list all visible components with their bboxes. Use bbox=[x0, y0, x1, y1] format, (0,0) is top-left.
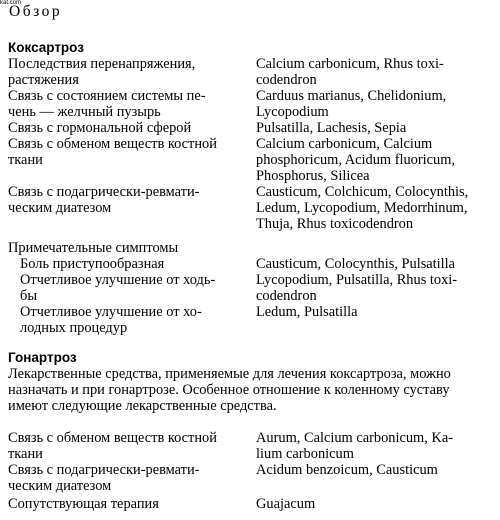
text-line: codendron bbox=[256, 288, 317, 304]
text-line: Последствия перенапряжения, bbox=[8, 56, 196, 72]
page-header: Обзор bbox=[9, 3, 63, 20]
indication-remedies bbox=[256, 120, 492, 136]
text-line: Phosphorus, Silicea bbox=[256, 168, 370, 184]
text-line: ткани bbox=[8, 446, 43, 462]
text-line: Acidum benzoicum, Causticum bbox=[256, 462, 438, 478]
text-line: Связь с обменом веществ костной bbox=[8, 430, 217, 446]
indication-condition bbox=[8, 496, 248, 512]
text-line: Carduus marianus, Chelidonium, bbox=[256, 88, 447, 104]
text-line: Lycopodium, Pulsatilla, Rhus toxi- bbox=[256, 272, 458, 288]
text-line: ткани bbox=[8, 152, 43, 168]
text-line: лодных процедур bbox=[20, 320, 128, 336]
text-line: Thuja, Rhus toxicodendron bbox=[256, 216, 414, 232]
text-line: Лекарственные средства, применяемые для лечения коксартроза, можно bbox=[8, 366, 451, 382]
text-line: чень — желчный пузырь bbox=[8, 104, 161, 120]
text-line: Aurum, Calcium carbonicum, Ka- bbox=[256, 430, 454, 446]
text-line: Боль приступообразная bbox=[20, 256, 165, 272]
text-line: растяжения bbox=[8, 72, 79, 88]
symptom-remedies bbox=[256, 256, 492, 272]
text-line: codendron bbox=[256, 72, 317, 88]
text-line: Связь с обменом веществ костной bbox=[8, 136, 217, 152]
notable-heading-text bbox=[8, 240, 248, 256]
symptom-remedies bbox=[256, 272, 492, 304]
text-line: Guajacum bbox=[256, 496, 316, 512]
symptom-description bbox=[8, 272, 260, 304]
indication-condition bbox=[8, 88, 248, 120]
indication-remedies bbox=[256, 496, 492, 512]
indication-condition bbox=[8, 430, 248, 462]
section-title-gonarthrosis: Гонартроз bbox=[8, 350, 77, 365]
indication-condition bbox=[8, 56, 248, 88]
indication-remedies bbox=[256, 184, 492, 232]
text-line: бы bbox=[20, 288, 37, 304]
symptom-remedies bbox=[256, 304, 492, 320]
indication-condition bbox=[8, 462, 248, 494]
text-line: ческим диатезом bbox=[8, 478, 112, 494]
text-line: Causticum, Colocynthis, Pulsatilla bbox=[256, 256, 456, 272]
text-line: Calcium carbonicum, Calcium bbox=[256, 136, 433, 152]
text-line: Сопутствующая терапия bbox=[8, 496, 159, 512]
text-line: Связь с гормональной сферой bbox=[8, 120, 192, 136]
text-line: Calcium carbonicum, Rhus toxi- bbox=[256, 56, 444, 72]
text-line: Примечательные симптомы bbox=[8, 240, 179, 256]
text-line: Causticum, Colchicum, Colocynthis, bbox=[256, 184, 469, 200]
symptom-description bbox=[8, 256, 260, 272]
indication-condition bbox=[8, 120, 248, 136]
text-line: Отчетливое улучшение от хо- bbox=[20, 304, 202, 320]
section-title-coxarthrosis: Коксартроз bbox=[8, 40, 84, 55]
text-line: phosphoricum, Acidum fluoricum, bbox=[256, 152, 456, 168]
text-line: назначать и при гонартрозе. Особенное отношение к коленному суставу bbox=[8, 382, 450, 398]
indication-remedies bbox=[256, 56, 492, 88]
text-line: ческим диатезом bbox=[8, 200, 112, 216]
text-line: lium carbonicum bbox=[256, 446, 354, 462]
text-line: Связь с подагрически-ревмати- bbox=[8, 184, 200, 200]
indication-condition bbox=[8, 184, 248, 216]
gonarthrosis-intro-paragraph bbox=[8, 366, 492, 414]
indication-remedies bbox=[256, 88, 492, 120]
indication-remedies bbox=[256, 430, 492, 462]
text-line: Ledum, Pulsatilla bbox=[256, 304, 358, 320]
watermark: kat.com bbox=[0, 0, 22, 6]
symptom-description bbox=[8, 304, 260, 336]
text-line: Отчетливое улучшение от ходь- bbox=[20, 272, 216, 288]
indication-remedies bbox=[256, 136, 492, 184]
text-line: Pulsatilla, Lachesis, Sepia bbox=[256, 120, 407, 136]
indication-condition bbox=[8, 136, 248, 168]
text-line: Связь с подагрически-ревмати- bbox=[8, 462, 200, 478]
text-line: Связь с состоянием системы пе- bbox=[8, 88, 206, 104]
text-line: Ledum, Lycopodium, Medorrhinum, bbox=[256, 200, 468, 216]
text-line: имеют следующие лекарственные средства. bbox=[8, 398, 277, 414]
indication-remedies bbox=[256, 462, 492, 478]
text-line: Lycopodium bbox=[256, 104, 329, 120]
